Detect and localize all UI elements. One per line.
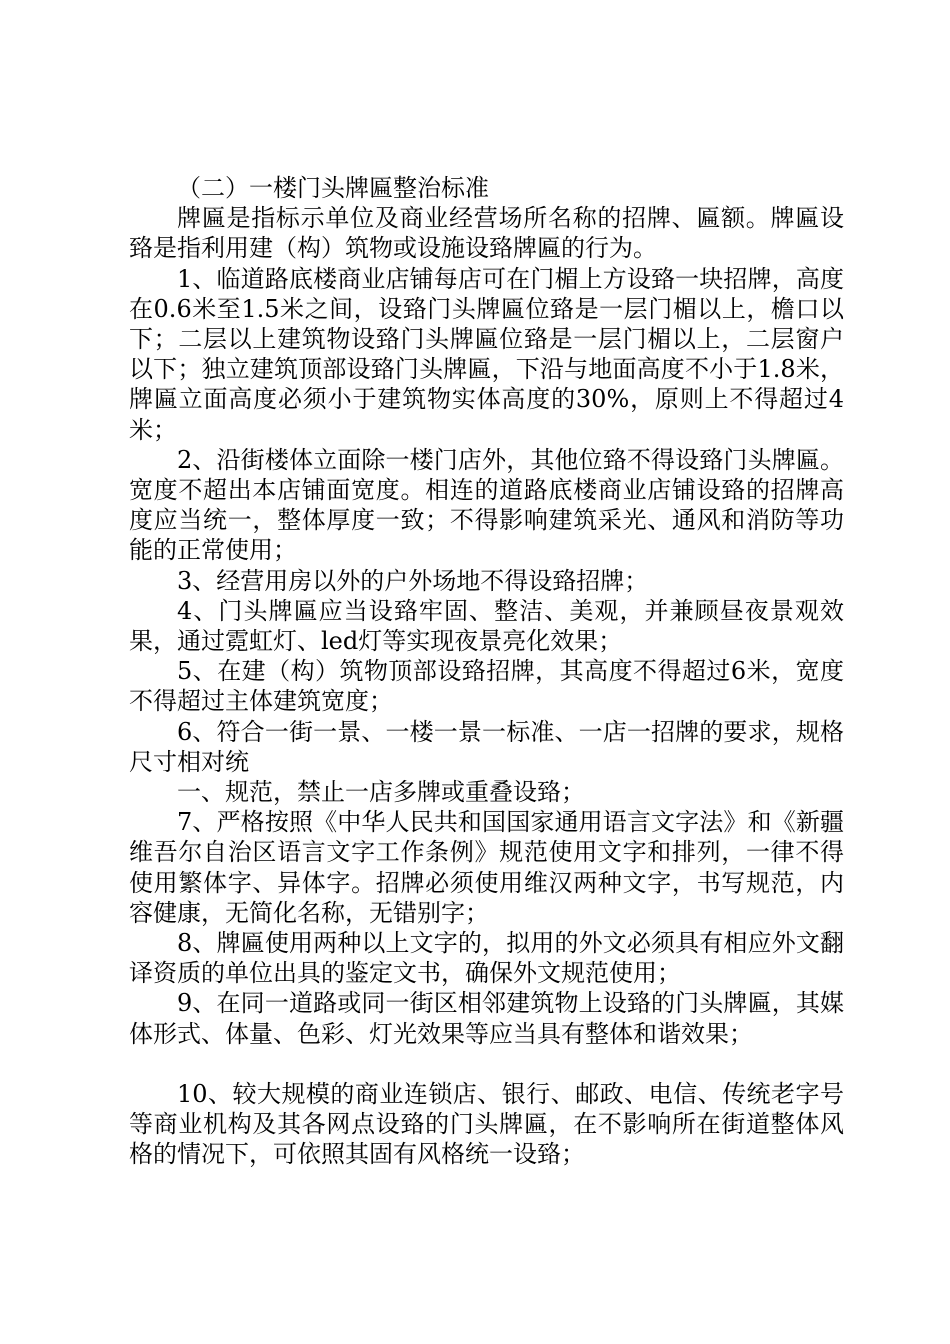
paragraph-item-7: 7、严格按照《中华人民共和国国家通用语言文字法》和《新疆维吾尔自治区语言文字工作条例》规范使用文字和排列，一律不得使用繁体字、异体字。招牌必须使用维汉两种文字，书写规范，内容健康，无简化名称，无错别字；	[129, 808, 844, 927]
paragraph-definition: 牌匾是指标示单位及商业经营场所名称的招牌、匾额。牌匾设臵是指利用建（构）筑物或设施设臵牌匾的行为。	[129, 204, 844, 263]
paragraph-item-2: 2、沿街楼体立面除一楼门店外，其他位臵不得设臵门头牌匾。宽度不超出本店铺面宽度。相连的道路底楼商业店铺设臵的招牌高度应当统一，整体厚度一致；不得影响建筑采光、通风和消防等功能的正常使用；	[129, 445, 844, 565]
document-body	[129, 173, 844, 1170]
paragraph-item-9: 9、在同一道路或同一街区相邻建筑物上设臵的门头牌匾，其媒体形式、体量、色彩、灯光效果等应当具有整体和谐效果；	[129, 989, 844, 1048]
paragraph-item-1: 1、临道路底楼商业店铺每店可在门楣上方设臵一块招牌，高度在0.6米至1.5米之间，设臵门头牌匾位臵是一层门楣以上，檐口以下；二层以上建筑物设臵门头牌匾位臵是一层门楣以上，二层窗户以下；独立建筑顶部设臵门头牌匾，下沿与地面高度不小于1.8米，牌匾立面高度必须小于建筑物实体高度的30%，原则上不得超过4米；	[129, 264, 844, 444]
blank-line	[129, 1049, 844, 1079]
section-heading: （二）一楼门头牌匾整治标准	[177, 174, 489, 202]
paragraph-item-5: 5、在建（构）筑物顶部设臵招牌，其高度不得超过6米，宽度不得超过主体建筑宽度；	[129, 657, 844, 716]
paragraph-item-4: 4、门头牌匾应当设臵牢固、整洁、美观，并兼顾昼夜景观效果，通过霓虹灯、led灯等实现夜景亮化效果；	[129, 596, 844, 656]
paragraph-item-3: 3、经营用房以外的户外场地不得设臵招牌；	[177, 566, 649, 595]
paragraph-item-10: 10、较大规模的商业连锁店、银行、邮政、电信、传统老字号等商业机构及其各网点设臵的门头牌匾，在不影响所在街道整体风格的情况下，可依照其固有风格统一设臵；	[129, 1079, 844, 1169]
paragraph-item-8: 8、牌匾使用两种以上文字的，拟用的外文必须具有相应外文翻译资质的单位出具的鉴定文书，确保外文规范使用；	[129, 929, 844, 988]
paragraph-item-6-continued: 一、规范，禁止一店多牌或重叠设臵；	[177, 778, 585, 807]
paragraph-item-6: 6、符合一街一景、一楼一景一标准、一店一招牌的要求，规格尺寸相对统	[129, 717, 844, 776]
